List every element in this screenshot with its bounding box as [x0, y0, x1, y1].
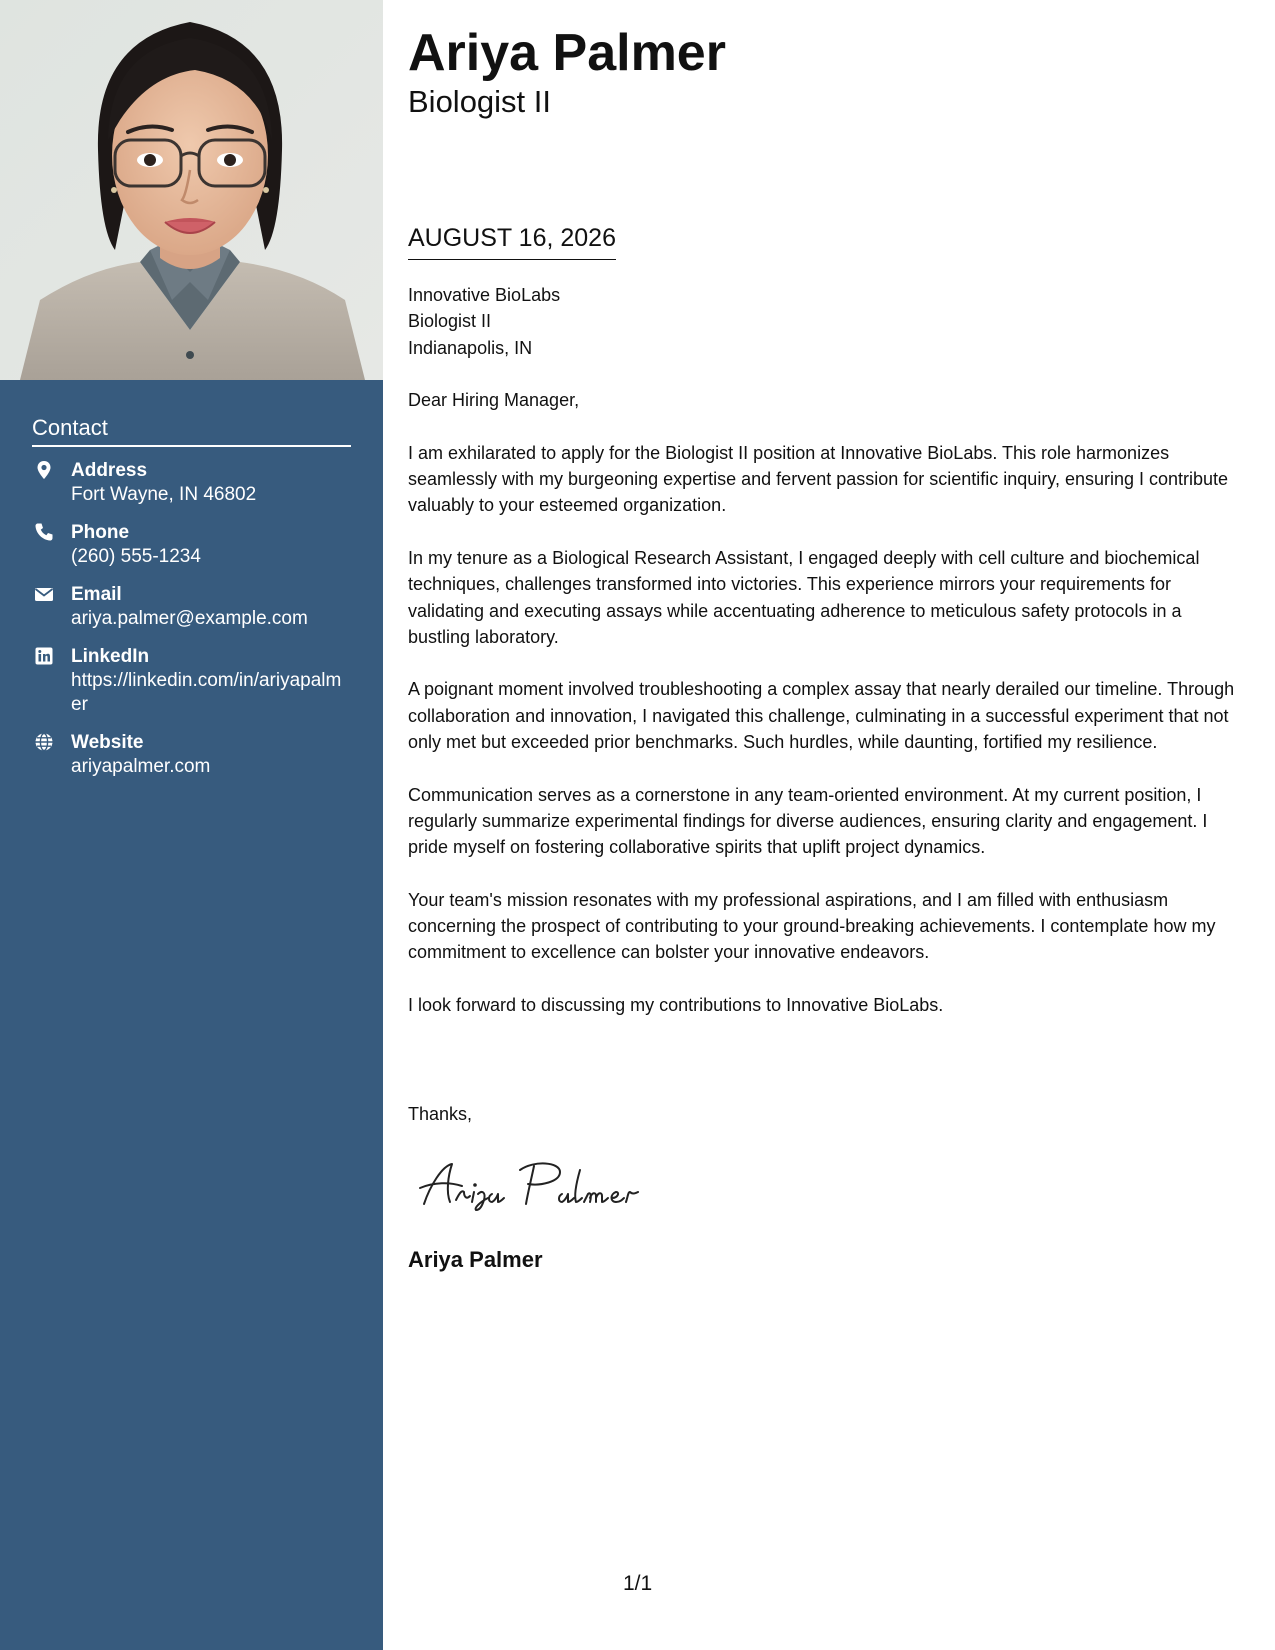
globe-icon [34, 732, 54, 752]
phone-label: Phone [71, 522, 130, 543]
phone-value: (260) 555-1234 [71, 546, 201, 567]
contact-item-email [32, 583, 351, 631]
profile-photo [0, 0, 383, 380]
linkedin-label: LinkedIn [71, 646, 150, 667]
linkedin-value[interactable]: https://linkedin.com/in/ariyapalmer [71, 670, 342, 715]
letter-paragraph: I am exhilarated to apply for the Biologist II position at Innovative BioLabs. This role harmonizes seamlessly with my burgeoning expertise and fervent passion for scientific inquiry, ensuring I contribute valuably to your esteemed organization. [408, 442, 1229, 516]
contact-item-website [32, 731, 351, 779]
letter-body [408, 282, 1248, 1045]
contact-item-phone [32, 521, 351, 569]
signed-name: Ariya Palmer [408, 1247, 543, 1272]
contact-item-address [32, 459, 351, 507]
page-number: 1/1 [623, 1572, 653, 1595]
applicant-title: Biologist II [408, 84, 552, 119]
email-value[interactable]: ariya.palmer@example.com [71, 608, 308, 629]
letter-paragraph: A poignant moment involved troubleshooting a complex assay that nearly derailed our timeline. Through collaboration and innovation, I navigated this challenge, culminating in a successful experiment that not only met but exceeded prior benchmarks. Such hurdles, while daunting, fortified my resilience. [408, 679, 1235, 753]
contact-section [32, 414, 351, 779]
recipient-location: Indianapolis, IN [408, 337, 533, 358]
map-pin-icon [34, 460, 54, 480]
applicant-name: Ariya Palmer [408, 24, 726, 82]
address-label: Address [71, 460, 148, 481]
letter-paragraph: In my tenure as a Biological Research Assistant, I engaged deeply with cell culture and biochemical techniques, challenges transformed into victories. This experience mirrors your requirements for validating and executing assays while accentuating adherence to meticulous safety protocols in a bustling laboratory. [408, 547, 1200, 647]
contact-heading: Contact [32, 414, 351, 447]
phone-icon [34, 522, 54, 542]
address-value: Fort Wayne, IN 46802 [71, 484, 257, 505]
letter-date: AUGUST 16, 2026 [408, 222, 616, 260]
website-value[interactable]: ariyapalmer.com [71, 756, 211, 777]
salutation: Dear Hiring Manager, [408, 390, 580, 411]
signature [416, 1156, 676, 1212]
envelope-icon [34, 584, 54, 604]
website-label: Website [71, 732, 144, 753]
letter-paragraph: I look forward to discussing my contributions to Innovative BioLabs. [408, 995, 944, 1016]
contact-item-linkedin [32, 645, 351, 717]
recipient-position: Biologist II [408, 311, 492, 332]
linkedin-icon [34, 646, 54, 666]
recipient-block [408, 282, 1248, 361]
letter-paragraph: Your team's mission resonates with my professional aspirations, and I am filled with enthusiasm concerning the prospect of contributing to your ground-breaking achievements. I contemplate how my commitment to excellence can bolster your innovative endeavors. [408, 889, 1216, 963]
recipient-company: Innovative BioLabs [408, 285, 561, 305]
letter-paragraph: Communication serves as a cornerstone in any team-oriented environment. At my current position, I regularly summarize experimental findings for diverse audiences, ensuring clarity and engagement. I pride myself on fostering collaborative spirits that uplift project dynamics. [408, 784, 1208, 858]
sidebar [0, 0, 383, 1650]
email-label: Email [71, 584, 122, 605]
closing: Thanks, [408, 1104, 473, 1124]
